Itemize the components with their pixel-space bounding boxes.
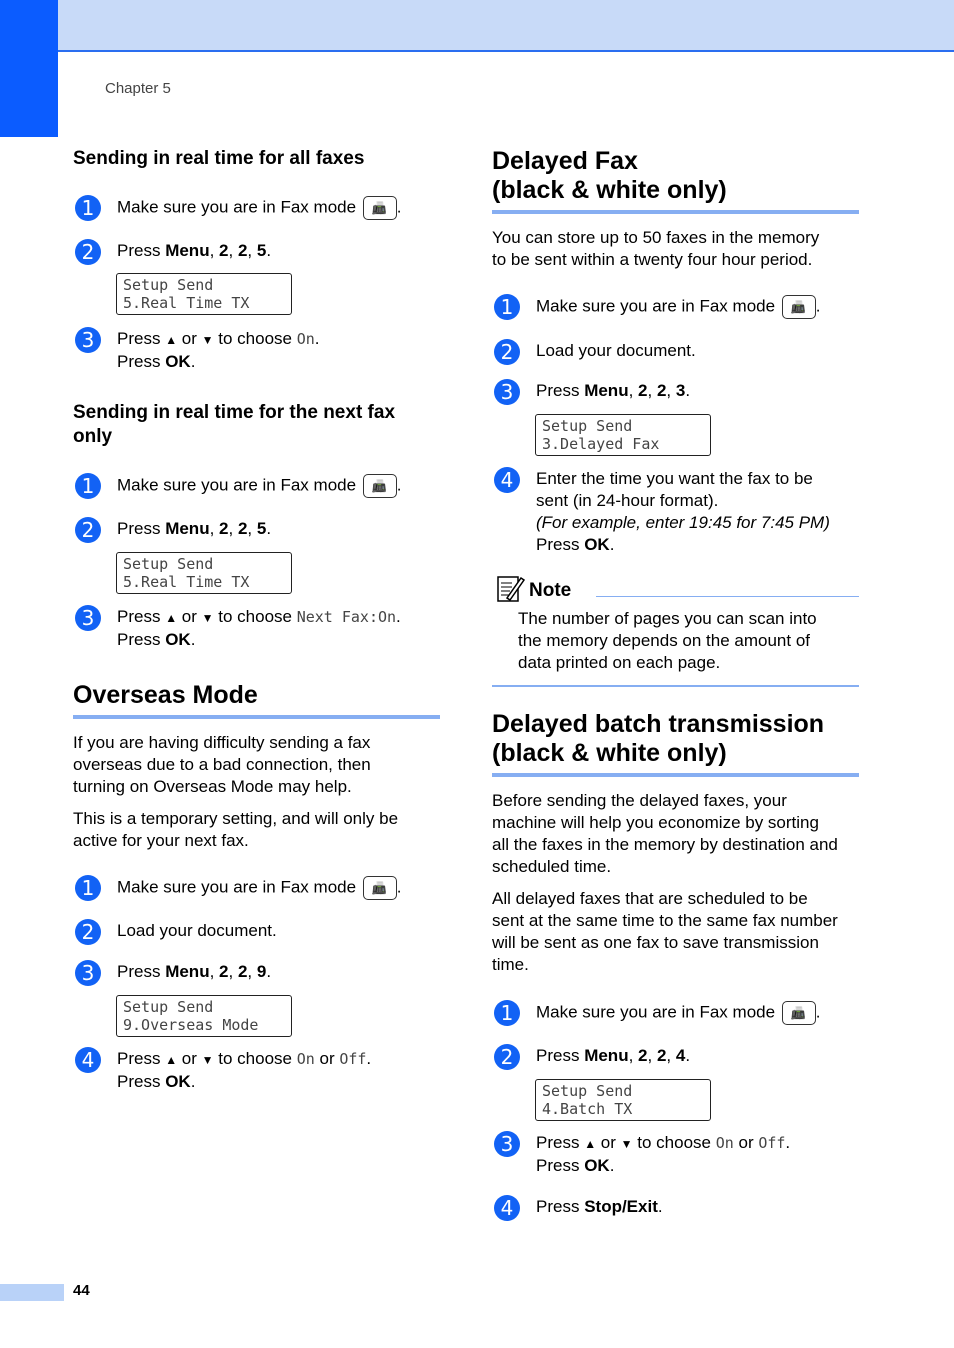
step-number: 2 (75, 517, 101, 543)
step-4: 4 Press Stop/Exit. (494, 1195, 663, 1221)
section-title-realtime-next: Sending in real time for the next fax only (73, 402, 396, 447)
step-4: 4 Enter the time you want the fax to be sent (in 24-hour format). (For example, enter 19:45 for 7:45 PM) Press OK. (494, 467, 830, 556)
step-1: 1 Make sure you are in Fax mode 📠 . (494, 1000, 821, 1026)
section-title-overseas: Overseas Mode (73, 681, 258, 709)
chapter-label: Chapter 5 (105, 80, 171, 97)
fax-mode-key-icon: 📠 (363, 876, 397, 900)
batch-paragraph-2: All delayed faxes that are scheduled to be sent at the same time to the same fax number will be sent as one fax to save transmission time. (492, 889, 838, 974)
step-3: 3 Press ▲ or ▼ to choose On or Off. Press OK. (494, 1131, 790, 1177)
header-band (0, 0, 954, 52)
step-1: 1 Make sure you are in Fax mode 📠 . (75, 473, 402, 499)
section-title-delayed-fax: Delayed Fax (black & white only) (492, 147, 727, 204)
section-rule (492, 210, 859, 214)
lcd-display: Setup Send 3.Delayed Fax (535, 414, 711, 456)
step-number: 3 (494, 379, 520, 405)
step-number: 3 (494, 1131, 520, 1157)
section-title-batch: Delayed batch transmission (black & white only) (492, 710, 825, 767)
step-number: 2 (75, 239, 101, 265)
overseas-paragraph-1: If you are having difficulty sending a fax overseas due to a bad connection, then turning on Overseas Mode may help. (73, 733, 371, 796)
step-2: 2 Press Menu, 2, 2, 5. (75, 239, 271, 265)
overseas-paragraph-2: This is a temporary setting, and will only be active for your next fax. (73, 809, 399, 850)
step-3: 3 Press Menu, 2, 2, 9. (75, 960, 271, 986)
step-number: 1 (494, 294, 520, 320)
lcd-display: Setup Send 4.Batch TX (535, 1079, 711, 1121)
page-number-bar (0, 1284, 64, 1301)
note-rule-bottom (492, 685, 859, 687)
step-1: 1 Make sure you are in Fax mode 📠 . (75, 875, 402, 901)
batch-paragraph-1: Before sending the delayed faxes, your machine will help you economize by sorting all the faxes in the memory by destination and scheduled time. (492, 791, 838, 876)
fax-mode-key-icon: 📠 (363, 474, 397, 498)
step-number: 1 (75, 473, 101, 499)
up-arrow-icon: ▲ (165, 1053, 178, 1067)
down-arrow-icon: ▼ (201, 333, 214, 347)
lcd-display: Setup Send 5.Real Time TX (116, 273, 292, 315)
step-number: 4 (494, 1195, 520, 1221)
down-arrow-icon: ▼ (201, 1053, 214, 1067)
note-title: Note (529, 580, 572, 601)
step-number: 4 (494, 467, 520, 493)
step-2: 2 Load your document. (494, 339, 696, 365)
step-number: 2 (75, 919, 101, 945)
page-number: 44 (73, 1282, 90, 1299)
down-arrow-icon: ▼ (620, 1137, 633, 1151)
fax-mode-key-icon: 📠 (782, 295, 816, 319)
step-number: 1 (75, 875, 101, 901)
lcd-display: Setup Send 9.Overseas Mode (116, 995, 292, 1037)
chapter-tab (0, 0, 58, 137)
step-number: 4 (75, 1047, 101, 1073)
step-number: 2 (494, 1044, 520, 1070)
step-1: 1 Make sure you are in Fax mode 📠 . (494, 294, 821, 320)
lcd-display: Setup Send 5.Real Time TX (116, 552, 292, 594)
step-3: 3 Press Menu, 2, 2, 3. (494, 379, 690, 405)
step-number: 3 (75, 605, 101, 631)
step-number: 3 (75, 960, 101, 986)
up-arrow-icon: ▲ (165, 611, 178, 625)
section-title-realtime-all: Sending in real time for all faxes (73, 148, 365, 169)
up-arrow-icon: ▲ (165, 333, 178, 347)
step-2: 2 Load your document. (75, 919, 277, 945)
step-number: 1 (75, 195, 101, 221)
section-rule (492, 773, 859, 777)
step-number: 2 (494, 339, 520, 365)
note-rule-top (596, 596, 859, 597)
step-4: 4 Press ▲ or ▼ to choose On or Off. Press OK. (75, 1047, 371, 1093)
section-rule (73, 715, 440, 719)
step-2: 2 Press Menu, 2, 2, 5. (75, 517, 271, 543)
step-number: 1 (494, 1000, 520, 1026)
step-2: 2 Press Menu, 2, 2, 4. (494, 1044, 690, 1070)
down-arrow-icon: ▼ (201, 611, 214, 625)
fax-mode-key-icon: 📠 (782, 1001, 816, 1025)
step-1: 1 Make sure you are in Fax mode 📠 . (75, 195, 402, 221)
step-3: 3 Press ▲ or ▼ to choose Next Fax:On. Press OK. (75, 605, 401, 651)
step-3: 3 Press ▲ or ▼ to choose On. Press OK. (75, 327, 320, 373)
delayed-intro: You can store up to 50 faxes in the memory to be sent within a twenty four hour period. (492, 228, 820, 269)
up-arrow-icon: ▲ (584, 1137, 597, 1151)
step-number: 3 (75, 327, 101, 353)
note-pencil-icon (495, 574, 525, 604)
fax-mode-key-icon: 📠 (363, 196, 397, 220)
note-text: The number of pages you can scan into the memory depends on the amount of data printed on each page. (518, 609, 817, 672)
